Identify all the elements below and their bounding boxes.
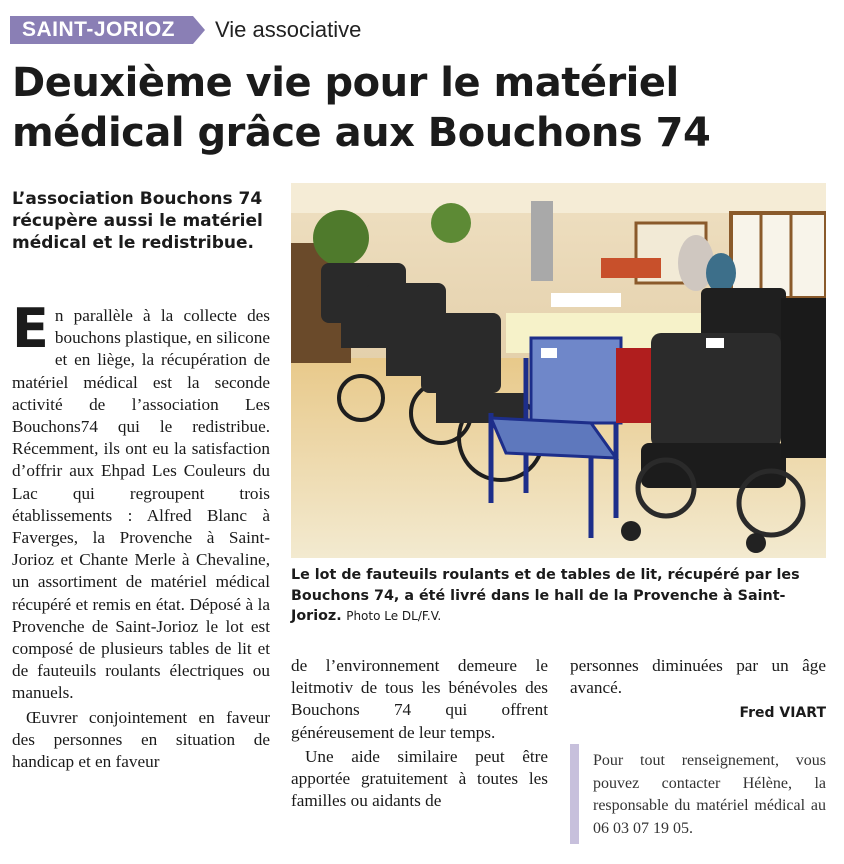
photo-credit: Photo Le DL/F.V.	[346, 609, 442, 623]
article-column-2	[291, 655, 548, 812]
dropcap: E	[12, 297, 49, 360]
paragraph: Une aide similaire peut être apportée gratuitement à toutes les familles ou aidants de	[291, 746, 548, 811]
paragraph	[12, 297, 270, 705]
article-column-3	[570, 655, 826, 699]
photo-caption	[291, 565, 826, 627]
paragraph-text: n parallèle à la collecte des bouchons plastique, en silicone et en liège, la récupération de matériel médical est la seconde activité de l’association Les Bouchons74 qui le redistribue. Récemment, ils ont eu la satisfaction d’offrir aux Ehpad Les Couleurs du Lac qui regroupent trois établissements : Alfred Blanc à Faverges, la Provenche à Saint-Jorioz et Chante Merle à Chevaline, un assortiment de matériel médical récupéré et remis en état. Déposé à la Provenche de Saint-Jorioz le lot est composé de plusieurs tables de lit et de fauteuils roulants électriques ou manuels.	[12, 306, 270, 703]
kicker	[10, 16, 361, 44]
lead-paragraph: L’association Bouchons 74 récupère aussi le matériel médical et le redistribue.	[12, 189, 263, 253]
rubric-label: Vie associative	[215, 17, 362, 42]
wheelchairs-photo-illustration	[291, 183, 826, 558]
headline: Deuxième vie pour le matériel médical grâce aux Bouchons 74	[12, 60, 711, 156]
article-column-1	[12, 297, 270, 773]
paragraph: de l’environnement demeure le leitmotiv de tous les bénévoles des Bouchons 74 qui offrent généreusement de leur temps.	[291, 656, 548, 742]
location-tag: SAINT-JORIOZ	[10, 16, 193, 44]
paragraph: personnes diminuées par un âge avancé.	[570, 656, 826, 698]
paragraph: Œuvrer conjointement en faveur des personnes en situation de handicap et en faveur	[12, 707, 270, 772]
author-signature: Fred VIART	[739, 705, 826, 721]
caption-text: Le lot de fauteuils roulants et de tables de lit, récupéré par les Bouchons 74, a été livré dans le hall de la Provenche à Saint-Jorioz.	[291, 567, 800, 624]
article-photo	[291, 183, 826, 558]
info-box: Pour tout renseignement, vous pouvez contacter Hélène, la responsable du matériel médical au 06 03 07 19 05.	[570, 744, 826, 844]
